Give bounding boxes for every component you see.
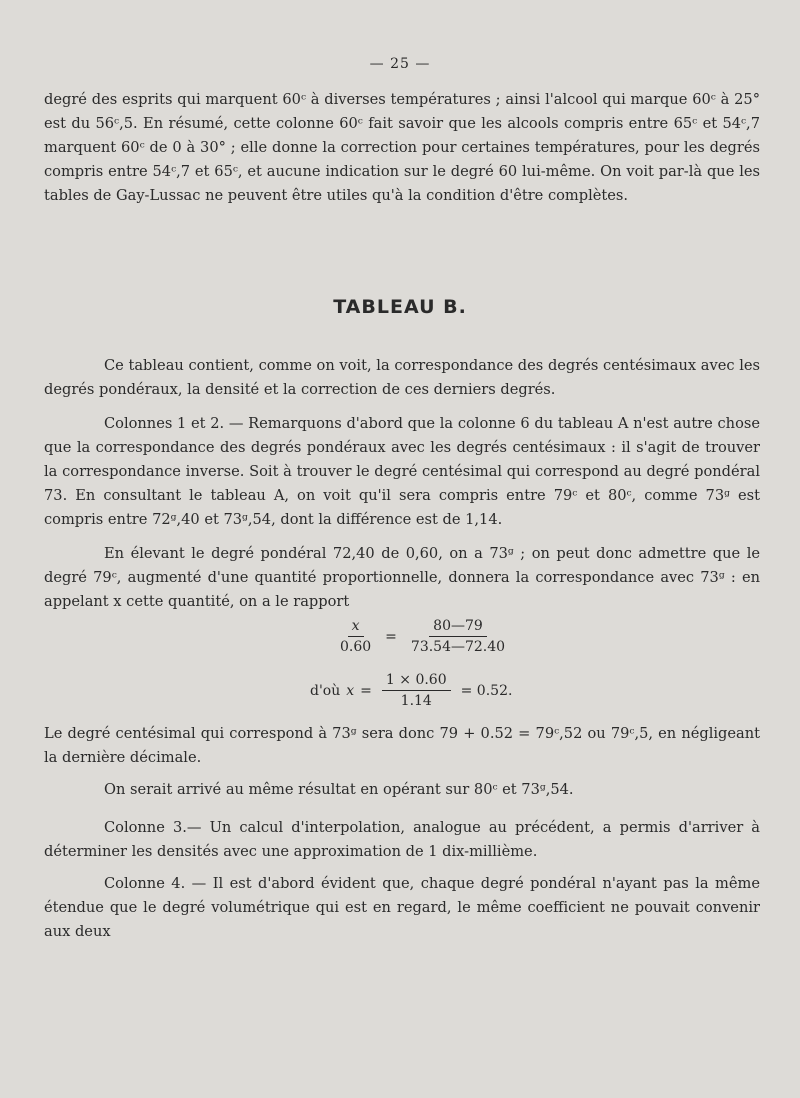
fraction-left [336,618,375,655]
formula-left-denominator: 0.60 [340,639,372,655]
paragraph-colonnes-1-2: Colonnes 1 et 2. — Remarquons d'abord que la colonne 6 du tableau A n'est autre chose que la correspondance des degrés pondéraux avec les degrés centésimaux : il s'agit de trouver la correspondance inverse. Soit à trouver le degré centésimal qui correspond au degré pondéral 73. En consultant le tableau A, on voit qu'il sera compris entre 79ᶜ et 80ᶜ, comme 73ᵍ est compris entre 72ᵍ,40 et 73ᵍ,54, dont la différence est de 1,14. [44,415,760,528]
fraction-solution [382,672,451,709]
paragraph-alternative: On serait arrivé au même résultat en opérant sur 80ᶜ et 73ᵍ,54. [104,781,574,798]
formula-equals: = [385,628,397,645]
paragraph-interpolation: En élevant le degré pondéral 72,40 de 0,60, on a 73ᵍ ; on peut donc admettre que le degré 79ᶜ, augmenté d'une quantité proportionnelle, donnera la correspondance avec 73ᵍ : en appelant x cette quantité, on a le rapport [44,545,760,610]
formula-solution-equals: = [360,682,372,699]
formula-solution-numerator: 1 × 0.60 [382,672,451,691]
formula-left-numerator: x [351,618,360,634]
formula-ratio [332,618,513,655]
formula-prefix: d'où [310,682,341,699]
fraction-right [407,618,509,655]
intro-paragraph: degré des esprits qui marquent 60ᶜ à diverses températures ; ainsi l'alcool qui marque 60ᶜ à 25° est du 56ᶜ,5. En résumé, cette colonne 60ᶜ fait savoir que les alcools compris entre 65ᶜ et 54ᶜ,7 marquent 60ᶜ de 0 à 30° ; elle donne la correction pour certaines températures, pour les degrés compris entre 54ᶜ,7 et 65ᶜ, et aucune indication sur le degré 60 lui-même. On voit par-là que les tables de Gay-Lussac ne peuvent être utiles qu'à la condition d'être complètes. [44,91,760,204]
formula-variable: x [346,682,355,699]
paragraph-result: Le degré centésimal qui correspond à 73ᵍ sera donc 79 + 0.52 = 79ᶜ,52 ou 79ᶜ,5, en négligeant la dernière décimale. [44,725,760,766]
formula-solution-denominator: 1.14 [400,693,432,709]
paragraph-tableau-description: Ce tableau contient, comme on voit, la correspondance des degrés centésimaux avec les degrés pondéraux, la densité et la correction de ces derniers degrés. [44,357,760,398]
page-number: — 25 — [369,56,431,72]
formula-solution [310,672,518,709]
paragraph-colonne-3: Colonne 3.— Un calcul d'interpolation, analogue au précédent, a permis d'arriver à déterminer les densités avec une approximation de 1 dix-millième. [44,819,760,860]
paragraph-colonne-4: Colonne 4. — Il est d'abord évident que, chaque degré pondéral n'ayant pas la même étendue que le degré volumétrique qui est en regard, le même coefficient ne pouvait convenir aux deux [44,875,760,940]
section-title: TABLEAU B. [333,296,467,318]
formula-result: = 0.52. [460,682,513,699]
formula-right-numerator: 80—79 [429,618,487,637]
formula-right-denominator: 73.54—72.40 [410,639,506,655]
